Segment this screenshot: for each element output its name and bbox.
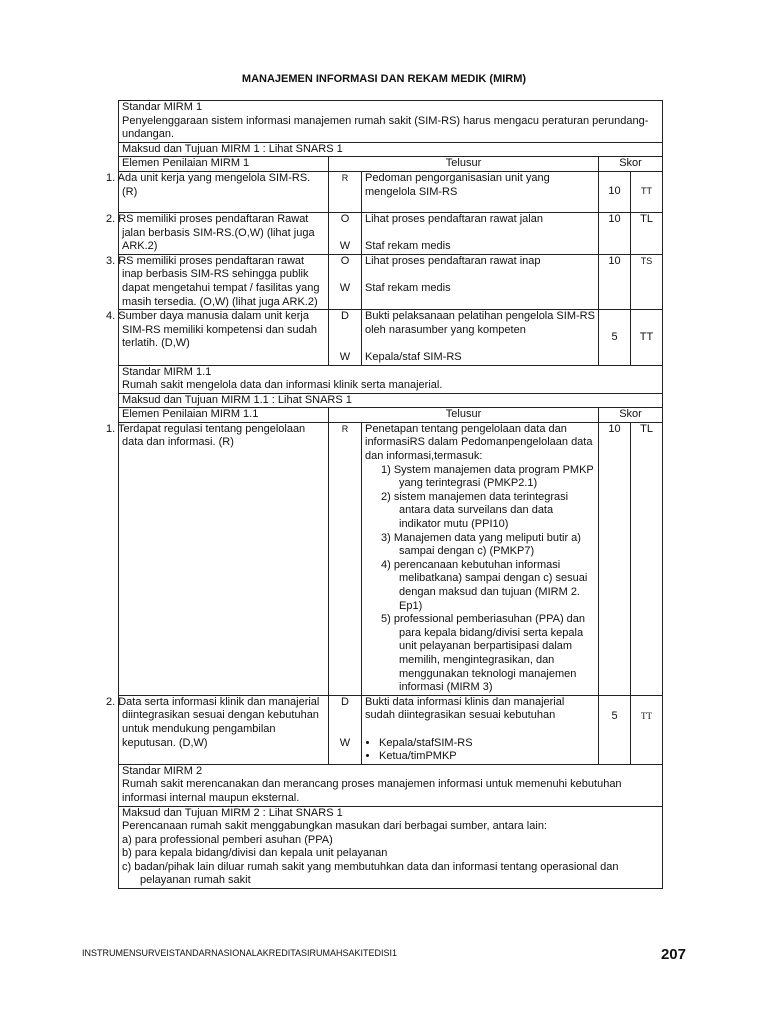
grade-cell: TL: [631, 422, 663, 695]
score-cell: 10: [599, 422, 631, 695]
telusur-text: Lihat proses pendaftaran rawat inap: [365, 254, 541, 267]
score-cell: 10: [599, 212, 631, 254]
telusur-text: Kepala/staf SIM-RS: [365, 350, 462, 363]
table-row: [119, 422, 663, 695]
standard-row: [119, 764, 663, 806]
code-label: W: [339, 240, 351, 253]
elemen-cell: 1. Terdapat regulasi tentang pengelolaan data dan informasi. (R): [119, 422, 329, 695]
code-label: O: [340, 212, 350, 225]
elemen-cell: 3. RS memiliki proses pendaftaran rawat inap berbasis SIM-RS sehingga publik dapat mengetahui tempat / fasilitas yang masih tersedia. (O,W) (lihat juga ARK.2): [119, 254, 329, 309]
maksud-list: [122, 834, 659, 888]
elemen-cell: 4. Sumber daya manusia dalam unit kerja SIM-RS memiliki kompetensi dan sudah terlatih. (D,W): [119, 310, 329, 365]
grade-cell: TT: [631, 695, 663, 764]
standard-label: Standar MIRM 1: [122, 101, 203, 113]
header-elemen: Elemen Penilaian MIRM 1: [119, 157, 329, 172]
page-number: 207: [660, 946, 686, 963]
code-label: W: [339, 350, 351, 363]
list-item: c) badan/pihak lain diluar rumah sakit yang membutuhkan data dan informasi tentang operasional dan pelayanan rumah sakit: [122, 860, 619, 887]
score-cell: 10: [599, 254, 631, 309]
list-item: b) para kepala bidang/divisi dan kepala unit pelayanan: [122, 847, 388, 860]
table-row: [119, 171, 663, 212]
code-label: W: [339, 281, 351, 294]
elemen-cell: 1. Ada unit kerja yang mengelola SIM-RS. (R): [119, 171, 329, 212]
maksud-intro: Perencanaan rumah sakit menggabungkan masukan dari berbagai sumber, antara lain:: [122, 820, 547, 833]
telusur-text: Staf rekam medis: [365, 240, 451, 253]
standard-label: Standar MIRM 2: [122, 764, 203, 777]
list-item: 5) professional pemberiasuhan (PPA) dan para kepala bidang/divisi serta kepala unit pelayanan berpartisipasi dalam memilih, mengintegrasikan, dan menggunakan teknologi manajemen informasi (MIRM 3): [381, 613, 586, 694]
code-label: D: [341, 695, 349, 708]
telusur-list: [365, 464, 595, 695]
list-item: • Ketua/timPMKP: [379, 750, 595, 764]
standard-row: [119, 101, 663, 143]
list-item: 1) System manajemen data program PMKP yang terintegrasi (PMKP2.1): [381, 463, 594, 490]
mirm-table: [106, 100, 663, 889]
grade-cell: TT: [631, 310, 663, 365]
standard-label: Standar MIRM 1.1: [122, 365, 212, 378]
grade-cell: TT: [631, 171, 663, 212]
elemen-cell: 2. Data serta informasi klinik dan manajerial diintegrasikan sesuai dengan kebutuhan untuk mendukung pengambilan keputusan. (D,W): [119, 695, 329, 764]
score-cell: 5: [599, 310, 631, 365]
header-row: [119, 157, 663, 172]
table-row: [119, 310, 663, 365]
maksud-text: Maksud dan Tujuan MIRM 2 : Lihat SNARS 1: [122, 806, 343, 819]
standard-text: Rumah sakit merencanakan dan merancang proses manajemen informasi untuk memenuhi kebutuhan informasi internal maupun eksternal.: [122, 778, 622, 804]
maksud-text: Maksud dan Tujuan MIRM 1.1 : Lihat SNARS 1: [119, 393, 663, 408]
maksud-row: [119, 806, 663, 889]
code-cell: R: [329, 171, 362, 212]
elemen-cell: 2. RS memiliki proses pendaftaran Rawat jalan berbasis SIM-RS.(O,W) (lihat juga ARK.2): [119, 212, 329, 254]
code-label: D: [341, 310, 349, 323]
header-skor: Skor: [599, 408, 663, 423]
table-row: [119, 212, 663, 254]
maksud-row: [119, 393, 663, 408]
footer-title: INSTRUMENSURVEISTANDARNASIONALAKREDITASIRUMAHSAKITEDISI1: [82, 948, 398, 958]
score-cell: 5: [599, 695, 631, 764]
list-item: 3) Manajemen data yang meliputi butir a) sampai dengan c) (PMKP7): [381, 531, 581, 558]
header-skor: Skor: [599, 157, 663, 172]
maksud-text: Maksud dan Tujuan MIRM 1 : Lihat SNARS 1: [119, 142, 663, 157]
header-telusur: Telusur: [329, 408, 599, 423]
list-item: • Kepala/stafSIM-RS: [379, 737, 595, 751]
standard-row: [119, 365, 663, 393]
telusur-text: Bukti data informasi klinis dan manajerial sudah diintegrasikan sesuai kebutuhan: [365, 695, 565, 722]
table-row: [119, 254, 663, 309]
header-telusur: Telusur: [329, 157, 599, 172]
list-item: a) para professional pemberi asuhan (PPA): [122, 833, 333, 846]
telusur-text: Bukti pelaksanaan pelatihan pengelola SIM-RS oleh narasumber yang kompeten: [365, 310, 595, 336]
document-title: MANAJEMEN INFORMASI DAN REKAM MEDIK (MIRM): [241, 73, 527, 85]
list-item: 4) perencanaan kebutuhan informasi melibatkana) sampai dengan c) sesuai dengan maksud dan tujuan (MIRM 2. Ep1): [381, 558, 588, 612]
grade-cell: TS: [631, 254, 663, 309]
telusur-cell: Pedoman pengorganisasian unit yang mengelola SIM-RS: [362, 171, 599, 212]
telusur-text: Lihat proses pendaftaran rawat jalan: [365, 212, 543, 225]
code-label: O: [340, 254, 350, 267]
score-cell: 10: [599, 171, 631, 212]
bullet-list: [365, 737, 595, 764]
standard-text: Penyelenggaraan sistem informasi manajemen rumah sakit (SIM-RS) harus mengacu peraturan perundang-undangan.: [122, 114, 649, 141]
header-elemen: Elemen Penilaian MIRM 1.1: [119, 408, 329, 423]
telusur-intro: Penetapan tentang pengelolaan data dan informasiRS dalam Pedomanpengelolaan data dan informasi,termasuk:: [365, 422, 593, 463]
telusur-text: Staf rekam medis: [365, 281, 451, 294]
code-cell: R: [329, 422, 362, 695]
header-row: [119, 408, 663, 423]
list-item: 2) sistem manajemen data terintegrasi antara data surveilans dan data indikator mutu (PPI10): [381, 490, 569, 531]
grade-cell: TL: [631, 212, 663, 254]
code-label: W: [339, 736, 351, 749]
standard-text: Rumah sakit mengelola data dan informasi klinik serta manajerial.: [122, 379, 443, 392]
maksud-row: [119, 142, 663, 157]
table-row: [119, 695, 663, 764]
